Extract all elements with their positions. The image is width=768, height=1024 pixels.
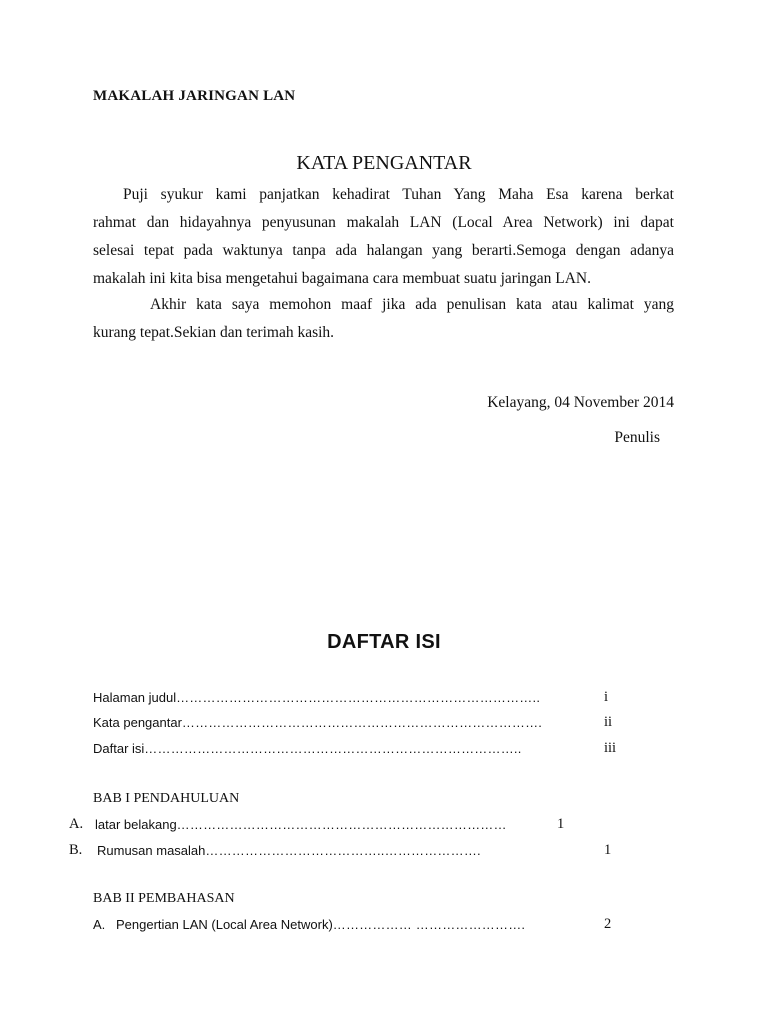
toc-leader-dots: ………………………………………………………………………….. [144, 741, 522, 756]
toc-entry-rumusan-masalah[interactable] [97, 843, 481, 858]
chapter-2-title[interactable]: BAB II PEMBAHASAN [93, 891, 235, 906]
toc-label: Daftar isi [93, 741, 145, 756]
toc-page-number: 1 [557, 816, 565, 832]
toc-leader-dots: ………………………………………………………………………. [181, 715, 543, 730]
toc-marker: A. [69, 816, 84, 832]
kata-pengantar-heading: KATA PENGANTAR [296, 152, 472, 174]
signer: Penulis [614, 429, 660, 446]
paragraph-line: Akhir kata saya memohon maaf jika ada penulisan kata atau kalimat yang [150, 296, 674, 313]
toc-entry-kata-pengantar[interactable] [93, 715, 542, 730]
toc-page-number: ii [604, 714, 613, 730]
toc-label: Kata pengantar [93, 715, 182, 730]
toc-leader-dots: …………………………………..…………………. [205, 843, 481, 858]
place-date: Kelayang, 04 November 2014 [487, 394, 674, 411]
toc-page-number: i [604, 689, 609, 705]
toc-label: Pengertian LAN (Local Area Network) [116, 917, 333, 932]
paragraph-line: kurang tepat.Sekian dan terimah kasih. [93, 324, 335, 341]
kata-pengantar-paragraph-2 [93, 291, 674, 347]
document-title: MAKALAH JARINGAN LAN [93, 88, 296, 104]
toc-label: Halaman judul [93, 690, 177, 705]
daftar-isi-heading: DAFTAR ISI [327, 631, 441, 653]
paragraph-line: rahmat dan hidayahnya penyusunan makalah LAN (Local Area Network) ini dapat [93, 214, 674, 231]
paragraph-line: selesai tepat pada waktunya tanpa ada halangan yang berarti.Semoga dengan adanya [93, 242, 674, 259]
toc-page-number: 1 [604, 842, 612, 858]
paragraph-line: makalah ini kita bisa mengetahui bagaimana cara membuat suatu jaringan LAN. [93, 270, 591, 287]
toc-leader-dots: ……………………………………………………………………….. [176, 690, 541, 705]
paragraph-line: Puji syukur kami panjatkan kehadirat Tuhan Yang Maha Esa karena berkat [123, 186, 674, 203]
toc-entry-daftar-isi[interactable] [93, 741, 522, 756]
toc-entry-halaman-judul[interactable] [93, 690, 540, 705]
toc-label: latar belakang [95, 817, 177, 832]
toc-leader-dots: ……………… ……………………. [332, 917, 526, 932]
kata-pengantar-paragraph-1 [93, 181, 674, 293]
toc-marker: A. [93, 917, 106, 932]
toc-page-number: iii [604, 740, 617, 756]
chapter-1-title[interactable]: BAB I PENDAHULUAN [93, 791, 240, 806]
toc-entry-pengertian-lan[interactable] [116, 917, 525, 932]
toc-page-number: 2 [604, 916, 612, 932]
toc-entry-latar-belakang[interactable] [95, 817, 507, 832]
toc-label: Rumusan masalah [97, 843, 206, 858]
toc-leader-dots: ………………………………………………………………… [176, 817, 507, 832]
toc-marker: B. [69, 842, 83, 858]
